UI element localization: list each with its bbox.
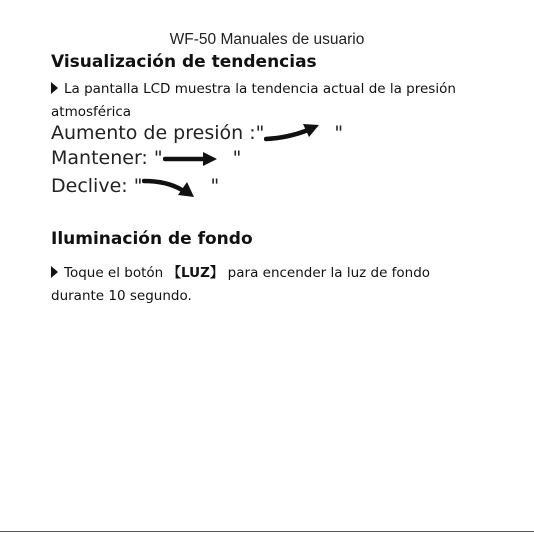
bullet-triangle-icon <box>51 266 58 278</box>
trend-section-heading: Visualización de tendencias <box>51 52 317 72</box>
page-title: WF-50 Manuales de usuario <box>169 31 365 48</box>
trend-item-steady <box>51 146 241 170</box>
trend-item-close-quote: " <box>210 175 220 197</box>
trend-description-text: La pantalla LCD muestra la tendencia actual de la presión <box>64 81 456 97</box>
backlight-instruction-line-1 <box>51 261 430 281</box>
arrow-up-right-icon <box>264 122 322 146</box>
backlight-text-before: Toque el botón <box>64 265 168 281</box>
arrow-down-right-icon <box>142 175 198 199</box>
backlight-instruction-line-2: durante 10 segundo. <box>51 288 192 304</box>
trend-item-falling <box>51 174 219 198</box>
trend-item-label: Mantener: " <box>51 147 163 169</box>
backlight-section-heading: Iluminación de fondo <box>51 229 253 249</box>
trend-item-rising <box>51 121 343 145</box>
backlight-text-after: para encender la luz de fondo <box>223 265 431 281</box>
page-bottom-divider <box>0 531 534 532</box>
trend-item-label: Aumento de presión :" <box>51 122 265 144</box>
trend-item-close-quote: " <box>334 122 344 144</box>
trend-item-close-quote: " <box>232 147 242 169</box>
arrow-right-icon <box>163 147 219 171</box>
trend-item-label: Declive: " <box>51 175 143 197</box>
luz-button-label: 【LUZ】 <box>167 265 224 281</box>
trend-description-line-2: atmosférica <box>51 104 132 120</box>
bullet-triangle-icon <box>51 82 58 94</box>
trend-description-line-1 <box>51 81 456 97</box>
